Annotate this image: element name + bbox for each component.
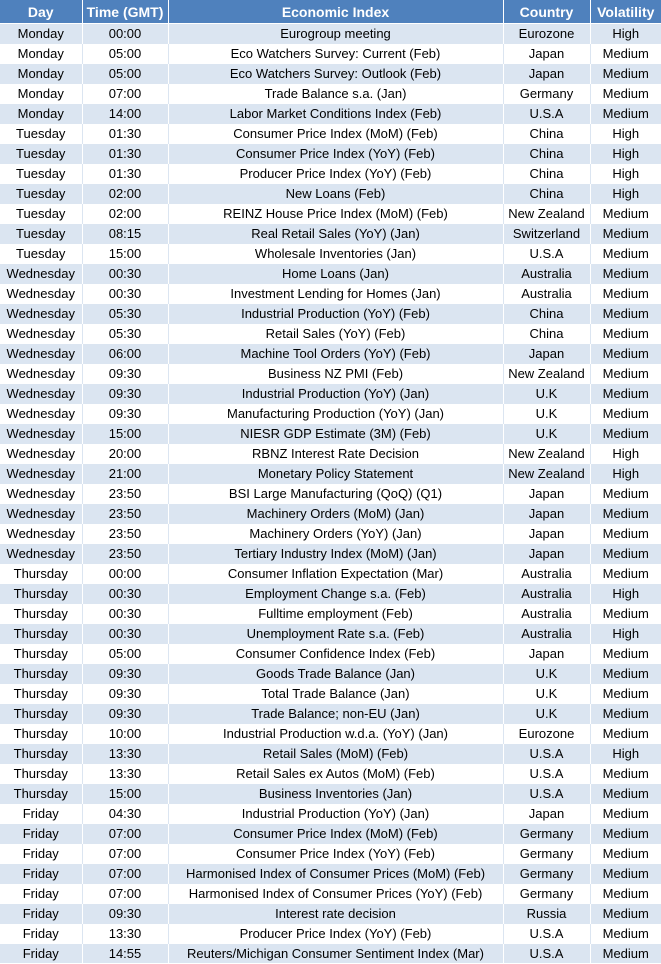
cell-volatility: Medium (590, 784, 661, 804)
cell-economic-index: Tertiary Industry Index (MoM) (Jan) (168, 544, 503, 564)
cell-volatility: High (590, 744, 661, 764)
cell-country: China (503, 164, 590, 184)
cell-volatility: Medium (590, 364, 661, 384)
cell-volatility: Medium (590, 924, 661, 944)
cell-volatility: Medium (590, 864, 661, 884)
cell-time: 01:30 (82, 164, 168, 184)
cell-day: Monday (0, 104, 82, 124)
cell-economic-index: Consumer Inflation Expectation (Mar) (168, 564, 503, 584)
cell-day: Friday (0, 904, 82, 924)
table-row (0, 184, 661, 204)
table-row (0, 44, 661, 64)
table-row (0, 164, 661, 184)
cell-economic-index: Producer Price Index (YoY) (Feb) (168, 164, 503, 184)
cell-volatility: Medium (590, 84, 661, 104)
cell-economic-index: BSI Large Manufacturing (QoQ) (Q1) (168, 484, 503, 504)
cell-economic-index: Retail Sales ex Autos (MoM) (Feb) (168, 764, 503, 784)
table-row (0, 304, 661, 324)
cell-economic-index: Machine Tool Orders (YoY) (Feb) (168, 344, 503, 364)
cell-time: 09:30 (82, 664, 168, 684)
cell-volatility: High (590, 164, 661, 184)
cell-time: 13:30 (82, 744, 168, 764)
cell-country: China (503, 144, 590, 164)
cell-day: Thursday (0, 704, 82, 724)
cell-time: 07:00 (82, 824, 168, 844)
table-row (0, 784, 661, 804)
cell-volatility: Medium (590, 704, 661, 724)
cell-economic-index: Reuters/Michigan Consumer Sentiment Index (Mar) (168, 944, 503, 964)
cell-economic-index: Monetary Policy Statement (168, 464, 503, 484)
cell-volatility: High (590, 144, 661, 164)
cell-day: Wednesday (0, 464, 82, 484)
cell-country: China (503, 184, 590, 204)
cell-day: Tuesday (0, 144, 82, 164)
cell-economic-index: Wholesale Inventories (Jan) (168, 244, 503, 264)
cell-day: Thursday (0, 784, 82, 804)
cell-time: 23:50 (82, 544, 168, 564)
cell-volatility: Medium (590, 944, 661, 964)
cell-economic-index: Harmonised Index of Consumer Prices (YoY) (Feb) (168, 884, 503, 904)
cell-time: 05:00 (82, 64, 168, 84)
cell-volatility: Medium (590, 64, 661, 84)
cell-volatility: Medium (590, 304, 661, 324)
cell-country: Japan (503, 44, 590, 64)
table-row (0, 504, 661, 524)
cell-country: Australia (503, 564, 590, 584)
cell-country: Russia (503, 904, 590, 924)
cell-country: China (503, 324, 590, 344)
cell-economic-index: Business Inventories (Jan) (168, 784, 503, 804)
cell-time: 06:00 (82, 344, 168, 364)
cell-volatility: Medium (590, 344, 661, 364)
cell-time: 00:30 (82, 264, 168, 284)
cell-volatility: Medium (590, 504, 661, 524)
table-row (0, 764, 661, 784)
cell-volatility: Medium (590, 384, 661, 404)
cell-country: Germany (503, 84, 590, 104)
cell-volatility: Medium (590, 424, 661, 444)
table-row (0, 564, 661, 584)
table-row (0, 84, 661, 104)
cell-day: Thursday (0, 644, 82, 664)
cell-economic-index: Consumer Price Index (YoY) (Feb) (168, 144, 503, 164)
table-row (0, 544, 661, 564)
cell-country: Eurozone (503, 724, 590, 744)
cell-economic-index: Consumer Price Index (MoM) (Feb) (168, 124, 503, 144)
cell-volatility: Medium (590, 604, 661, 624)
cell-time: 02:00 (82, 184, 168, 204)
cell-day: Thursday (0, 604, 82, 624)
cell-volatility: Medium (590, 804, 661, 824)
table-row (0, 824, 661, 844)
cell-day: Tuesday (0, 204, 82, 224)
cell-time: 13:30 (82, 924, 168, 944)
cell-time: 00:30 (82, 584, 168, 604)
cell-country: Australia (503, 284, 590, 304)
cell-volatility: Medium (590, 884, 661, 904)
cell-economic-index: Consumer Price Index (YoY) (Feb) (168, 844, 503, 864)
cell-time: 07:00 (82, 84, 168, 104)
cell-day: Thursday (0, 664, 82, 684)
header-day: Day (0, 0, 82, 24)
table-row (0, 744, 661, 764)
table-row (0, 884, 661, 904)
table-row (0, 484, 661, 504)
cell-day: Thursday (0, 744, 82, 764)
cell-economic-index: Employment Change s.a. (Feb) (168, 584, 503, 604)
cell-day: Thursday (0, 684, 82, 704)
table-row (0, 864, 661, 884)
cell-time: 10:00 (82, 724, 168, 744)
cell-volatility: Medium (590, 524, 661, 544)
cell-day: Tuesday (0, 224, 82, 244)
cell-country: U.S.A (503, 104, 590, 124)
header-time: Time (GMT) (82, 0, 168, 24)
cell-day: Monday (0, 64, 82, 84)
cell-economic-index: Producer Price Index (YoY) (Feb) (168, 924, 503, 944)
cell-volatility: High (590, 124, 661, 144)
cell-time: 01:30 (82, 144, 168, 164)
cell-economic-index: Harmonised Index of Consumer Prices (MoM) (Feb) (168, 864, 503, 884)
table-row (0, 704, 661, 724)
cell-economic-index: Interest rate decision (168, 904, 503, 924)
cell-day: Tuesday (0, 184, 82, 204)
cell-economic-index: Machinery Orders (YoY) (Jan) (168, 524, 503, 544)
cell-economic-index: Investment Lending for Homes (Jan) (168, 284, 503, 304)
cell-country: Australia (503, 624, 590, 644)
cell-day: Monday (0, 24, 82, 44)
cell-volatility: Medium (590, 284, 661, 304)
cell-day: Wednesday (0, 444, 82, 464)
table-row (0, 584, 661, 604)
cell-time: 02:00 (82, 204, 168, 224)
cell-day: Wednesday (0, 404, 82, 424)
cell-economic-index: Manufacturing Production (YoY) (Jan) (168, 404, 503, 424)
cell-time: 09:30 (82, 364, 168, 384)
table-row (0, 284, 661, 304)
table-row (0, 324, 661, 344)
cell-economic-index: NIESR GDP Estimate (3M) (Feb) (168, 424, 503, 444)
cell-time: 09:30 (82, 384, 168, 404)
cell-day: Wednesday (0, 484, 82, 504)
cell-economic-index: Consumer Price Index (MoM) (Feb) (168, 824, 503, 844)
cell-economic-index: Consumer Confidence Index (Feb) (168, 644, 503, 664)
cell-time: 05:00 (82, 44, 168, 64)
cell-country: Germany (503, 864, 590, 884)
cell-time: 15:00 (82, 244, 168, 264)
cell-economic-index: RBNZ Interest Rate Decision (168, 444, 503, 464)
cell-country: Australia (503, 584, 590, 604)
table-row (0, 244, 661, 264)
cell-day: Thursday (0, 564, 82, 584)
cell-volatility: Medium (590, 824, 661, 844)
cell-volatility: Medium (590, 324, 661, 344)
table-row (0, 904, 661, 924)
cell-economic-index: Eco Watchers Survey: Outlook (Feb) (168, 64, 503, 84)
cell-country: Japan (503, 644, 590, 664)
header-row (0, 0, 661, 24)
cell-volatility: Medium (590, 764, 661, 784)
table-row (0, 144, 661, 164)
cell-country: U.K (503, 684, 590, 704)
cell-volatility: Medium (590, 44, 661, 64)
header-economic-index: Economic Index (168, 0, 503, 24)
cell-economic-index: Machinery Orders (MoM) (Jan) (168, 504, 503, 524)
cell-time: 23:50 (82, 524, 168, 544)
cell-day: Thursday (0, 624, 82, 644)
cell-country: Germany (503, 884, 590, 904)
table-row (0, 924, 661, 944)
cell-time: 01:30 (82, 124, 168, 144)
table-row (0, 104, 661, 124)
cell-day: Friday (0, 824, 82, 844)
cell-country: Australia (503, 604, 590, 624)
table-row (0, 684, 661, 704)
cell-time: 21:00 (82, 464, 168, 484)
cell-country: Australia (503, 264, 590, 284)
cell-country: China (503, 124, 590, 144)
cell-day: Friday (0, 804, 82, 824)
cell-economic-index: Fulltime employment (Feb) (168, 604, 503, 624)
cell-economic-index: Industrial Production w.d.a. (YoY) (Jan) (168, 724, 503, 744)
cell-time: 15:00 (82, 424, 168, 444)
table-row (0, 64, 661, 84)
cell-day: Wednesday (0, 384, 82, 404)
table-row (0, 644, 661, 664)
cell-volatility: Medium (590, 724, 661, 744)
cell-time: 07:00 (82, 884, 168, 904)
header-volatility: Volatility (590, 0, 661, 24)
cell-economic-index: REINZ House Price Index (MoM) (Feb) (168, 204, 503, 224)
table-row (0, 844, 661, 864)
cell-day: Wednesday (0, 524, 82, 544)
cell-country: Japan (503, 544, 590, 564)
cell-country: U.S.A (503, 744, 590, 764)
cell-economic-index: Business NZ PMI (Feb) (168, 364, 503, 384)
table-row (0, 804, 661, 824)
cell-country: New Zealand (503, 204, 590, 224)
cell-day: Wednesday (0, 284, 82, 304)
cell-country: New Zealand (503, 364, 590, 384)
cell-country: Germany (503, 844, 590, 864)
table-row (0, 124, 661, 144)
cell-volatility: Medium (590, 484, 661, 504)
cell-day: Friday (0, 884, 82, 904)
cell-country: U.S.A (503, 924, 590, 944)
cell-day: Friday (0, 844, 82, 864)
cell-country: U.K (503, 424, 590, 444)
cell-economic-index: Trade Balance s.a. (Jan) (168, 84, 503, 104)
table-row (0, 444, 661, 464)
cell-day: Wednesday (0, 264, 82, 284)
table-row (0, 384, 661, 404)
cell-volatility: Medium (590, 644, 661, 664)
cell-time: 00:00 (82, 564, 168, 584)
cell-time: 09:30 (82, 404, 168, 424)
cell-day: Friday (0, 924, 82, 944)
cell-time: 05:30 (82, 324, 168, 344)
cell-day: Tuesday (0, 244, 82, 264)
table-row (0, 364, 661, 384)
table-row (0, 944, 661, 964)
cell-economic-index: New Loans (Feb) (168, 184, 503, 204)
cell-economic-index: Industrial Production (YoY) (Jan) (168, 804, 503, 824)
cell-economic-index: Industrial Production (YoY) (Jan) (168, 384, 503, 404)
cell-country: New Zealand (503, 444, 590, 464)
cell-country: Switzerland (503, 224, 590, 244)
cell-country: New Zealand (503, 464, 590, 484)
cell-economic-index: Home Loans (Jan) (168, 264, 503, 284)
cell-volatility: Medium (590, 904, 661, 924)
cell-time: 14:00 (82, 104, 168, 124)
cell-volatility: Medium (590, 684, 661, 704)
cell-day: Tuesday (0, 124, 82, 144)
cell-day: Wednesday (0, 324, 82, 344)
cell-country: U.S.A (503, 944, 590, 964)
table-row (0, 624, 661, 644)
cell-economic-index: Real Retail Sales (YoY) (Jan) (168, 224, 503, 244)
cell-economic-index: Industrial Production (YoY) (Feb) (168, 304, 503, 324)
cell-day: Monday (0, 44, 82, 64)
cell-economic-index: Eurogroup meeting (168, 24, 503, 44)
cell-time: 00:30 (82, 604, 168, 624)
cell-economic-index: Goods Trade Balance (Jan) (168, 664, 503, 684)
cell-economic-index: Unemployment Rate s.a. (Feb) (168, 624, 503, 644)
cell-volatility: Medium (590, 224, 661, 244)
cell-day: Monday (0, 84, 82, 104)
cell-country: Japan (503, 484, 590, 504)
cell-day: Thursday (0, 724, 82, 744)
cell-day: Wednesday (0, 424, 82, 444)
cell-country: U.S.A (503, 244, 590, 264)
cell-time: 07:00 (82, 844, 168, 864)
cell-country: U.K (503, 404, 590, 424)
cell-time: 09:30 (82, 704, 168, 724)
cell-time: 14:55 (82, 944, 168, 964)
cell-economic-index: Total Trade Balance (Jan) (168, 684, 503, 704)
cell-day: Wednesday (0, 504, 82, 524)
table-row (0, 524, 661, 544)
cell-volatility: Medium (590, 664, 661, 684)
cell-volatility: High (590, 464, 661, 484)
cell-volatility: High (590, 584, 661, 604)
cell-volatility: Medium (590, 544, 661, 564)
cell-volatility: Medium (590, 204, 661, 224)
cell-country: Germany (503, 824, 590, 844)
table-body (0, 24, 661, 964)
cell-time: 15:00 (82, 784, 168, 804)
cell-country: U.K (503, 664, 590, 684)
cell-day: Thursday (0, 764, 82, 784)
cell-time: 00:30 (82, 624, 168, 644)
cell-day: Friday (0, 864, 82, 884)
table-row (0, 404, 661, 424)
header-country: Country (503, 0, 590, 24)
cell-economic-index: Retail Sales (YoY) (Feb) (168, 324, 503, 344)
cell-day: Wednesday (0, 304, 82, 324)
cell-economic-index: Eco Watchers Survey: Current (Feb) (168, 44, 503, 64)
cell-country: Japan (503, 804, 590, 824)
cell-country: China (503, 304, 590, 324)
cell-day: Wednesday (0, 364, 82, 384)
table-row (0, 664, 661, 684)
table-row (0, 24, 661, 44)
cell-time: 05:30 (82, 304, 168, 324)
cell-country: Japan (503, 504, 590, 524)
cell-day: Friday (0, 944, 82, 964)
cell-time: 09:30 (82, 904, 168, 924)
cell-volatility: Medium (590, 264, 661, 284)
table-row (0, 224, 661, 244)
cell-country: Japan (503, 344, 590, 364)
table-row (0, 264, 661, 284)
cell-day: Wednesday (0, 344, 82, 364)
cell-time: 00:00 (82, 24, 168, 44)
cell-volatility: High (590, 624, 661, 644)
cell-economic-index: Labor Market Conditions Index (Feb) (168, 104, 503, 124)
table-row (0, 464, 661, 484)
cell-country: U.K (503, 704, 590, 724)
cell-time: 20:00 (82, 444, 168, 464)
cell-time: 05:00 (82, 644, 168, 664)
table-row (0, 424, 661, 444)
cell-time: 04:30 (82, 804, 168, 824)
cell-volatility: Medium (590, 564, 661, 584)
cell-volatility: Medium (590, 844, 661, 864)
table-row (0, 344, 661, 364)
table-row (0, 604, 661, 624)
cell-volatility: Medium (590, 104, 661, 124)
cell-time: 23:50 (82, 504, 168, 524)
cell-country: Japan (503, 64, 590, 84)
cell-day: Wednesday (0, 544, 82, 564)
cell-volatility: Medium (590, 244, 661, 264)
cell-volatility: Medium (590, 404, 661, 424)
cell-time: 23:50 (82, 484, 168, 504)
cell-day: Tuesday (0, 164, 82, 184)
cell-time: 00:30 (82, 284, 168, 304)
cell-country: Japan (503, 524, 590, 544)
cell-economic-index: Retail Sales (MoM) (Feb) (168, 744, 503, 764)
cell-time: 08:15 (82, 224, 168, 244)
cell-time: 13:30 (82, 764, 168, 784)
table-row (0, 204, 661, 224)
cell-country: U.S.A (503, 784, 590, 804)
cell-country: U.S.A (503, 764, 590, 784)
cell-country: Eurozone (503, 24, 590, 44)
cell-volatility: High (590, 24, 661, 44)
cell-economic-index: Trade Balance; non-EU (Jan) (168, 704, 503, 724)
table-row (0, 724, 661, 744)
cell-country: U.K (503, 384, 590, 404)
cell-time: 09:30 (82, 684, 168, 704)
cell-volatility: High (590, 184, 661, 204)
cell-day: Thursday (0, 584, 82, 604)
cell-volatility: High (590, 444, 661, 464)
cell-time: 07:00 (82, 864, 168, 884)
